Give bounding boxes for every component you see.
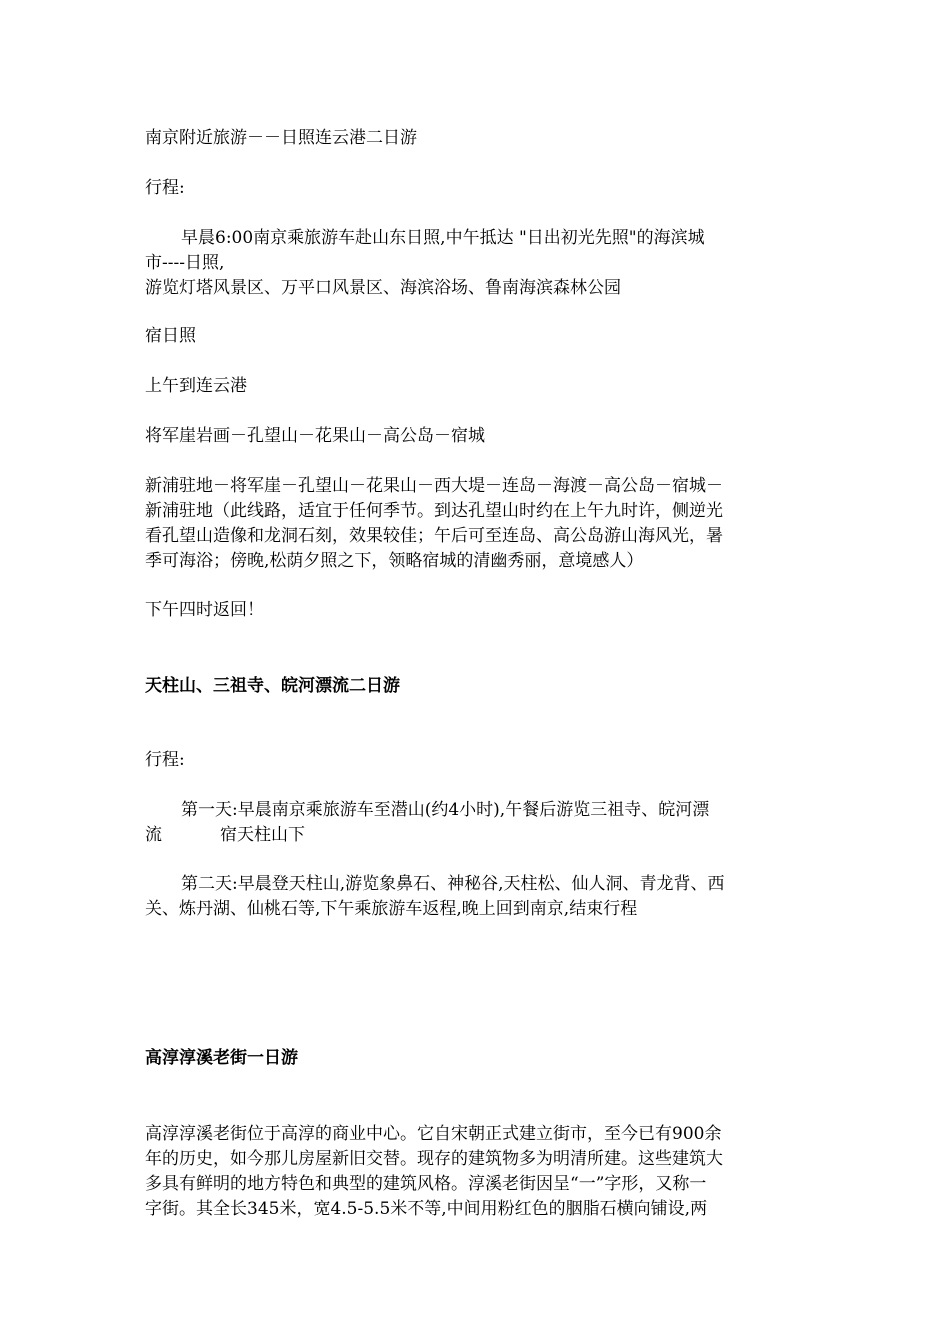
paragraph-line bbox=[145, 823, 810, 848]
section1-day1-paragraph bbox=[145, 226, 810, 301]
paragraph-line: 将军崖岩画－孔望山－花果山－高公岛－宿城 bbox=[145, 426, 485, 446]
paragraph-line: 游览灯塔风景区、万平口风景区、海滨浴场、鲁南海滨森林公园 bbox=[145, 278, 621, 298]
paragraph-fragment: 宿天柱山下 bbox=[220, 825, 305, 845]
section3-title-text: 高淳淳溪老街一日游 bbox=[145, 1048, 298, 1068]
section2-itinerary-label bbox=[145, 748, 810, 773]
paragraph-line: 新浦驻地（此线路，适宜于任何季节。到达孔望山时约在上午九时许，侧逆光 bbox=[145, 501, 723, 521]
section2-title bbox=[145, 674, 810, 699]
itinerary-label: 行程: bbox=[145, 178, 185, 198]
section1-route-long bbox=[145, 474, 810, 574]
paragraph-line: 年的历史，如今那儿房屋新旧交替。现存的建筑物多为明清所建。这些建筑大 bbox=[145, 1149, 723, 1169]
section3-title bbox=[145, 1046, 810, 1071]
paragraph-line: 新浦驻地－将军崖－孔望山－花果山－西大堤－连岛－海渡－高公岛－宿城－ bbox=[145, 476, 723, 496]
paragraph-line: 第二天:早晨登天柱山,游览象鼻石、神秘谷,天柱松、仙人洞、青龙背、西 bbox=[181, 874, 725, 894]
section1-route-short bbox=[145, 424, 810, 449]
paragraph-line: 下午四时返回！ bbox=[145, 600, 264, 620]
paragraph-line: 高淳淳溪老街位于高淳的商业中心。它自宋朝正式建立街市，至今已有900余 bbox=[145, 1124, 722, 1144]
paragraph-line: 看孔望山造像和龙洞石刻，效果较佳；午后可至连岛、高公岛游山海风光，暑 bbox=[145, 526, 723, 546]
section1-return bbox=[145, 598, 810, 623]
paragraph-fragment: 流 bbox=[145, 825, 162, 845]
section1-itinerary-label bbox=[145, 176, 810, 201]
section1-title-text: 南京附近旅游－－日照连云港二日游 bbox=[145, 128, 417, 148]
section1-stay bbox=[145, 324, 810, 349]
section2-title-text: 天柱山、三祖寺、皖河漂流二日游 bbox=[145, 676, 400, 696]
paragraph-line: 季可海浴；傍晚,松荫夕照之下，领略宿城的清幽秀丽，意境感人） bbox=[145, 551, 644, 571]
section2-day1-paragraph bbox=[145, 798, 810, 848]
section2-day2-paragraph bbox=[145, 872, 810, 922]
section1-morning bbox=[145, 374, 810, 399]
section1-title bbox=[145, 126, 810, 151]
itinerary-label: 行程: bbox=[145, 750, 185, 770]
paragraph-line: 关、炼丹湖、仙桃石等,下午乘旅游车返程,晚上回到南京,结束行程 bbox=[145, 899, 638, 919]
paragraph-line: 第一天:早晨南京乘旅游车至潜山(约4小时),午餐后游览三祖寺、皖河漂 bbox=[181, 800, 710, 820]
paragraph-line: 早晨6:00南京乘旅游车赴山东日照,中午抵达 "日出初光先照"的海滨城 bbox=[181, 228, 705, 248]
section3-paragraph bbox=[145, 1122, 810, 1222]
paragraph-line: 市----日照, bbox=[145, 253, 225, 273]
paragraph-line: 字街。其全长345米，宽4.5-5.5米不等,中间用粉红色的胭脂石横向铺设,两 bbox=[145, 1199, 708, 1219]
paragraph-line: 多具有鲜明的地方特色和典型的建筑风格。淳溪老街因呈“一”字形，又称一 bbox=[145, 1174, 707, 1194]
paragraph-line: 上午到连云港 bbox=[145, 376, 247, 396]
paragraph-line: 宿日照 bbox=[145, 326, 196, 346]
